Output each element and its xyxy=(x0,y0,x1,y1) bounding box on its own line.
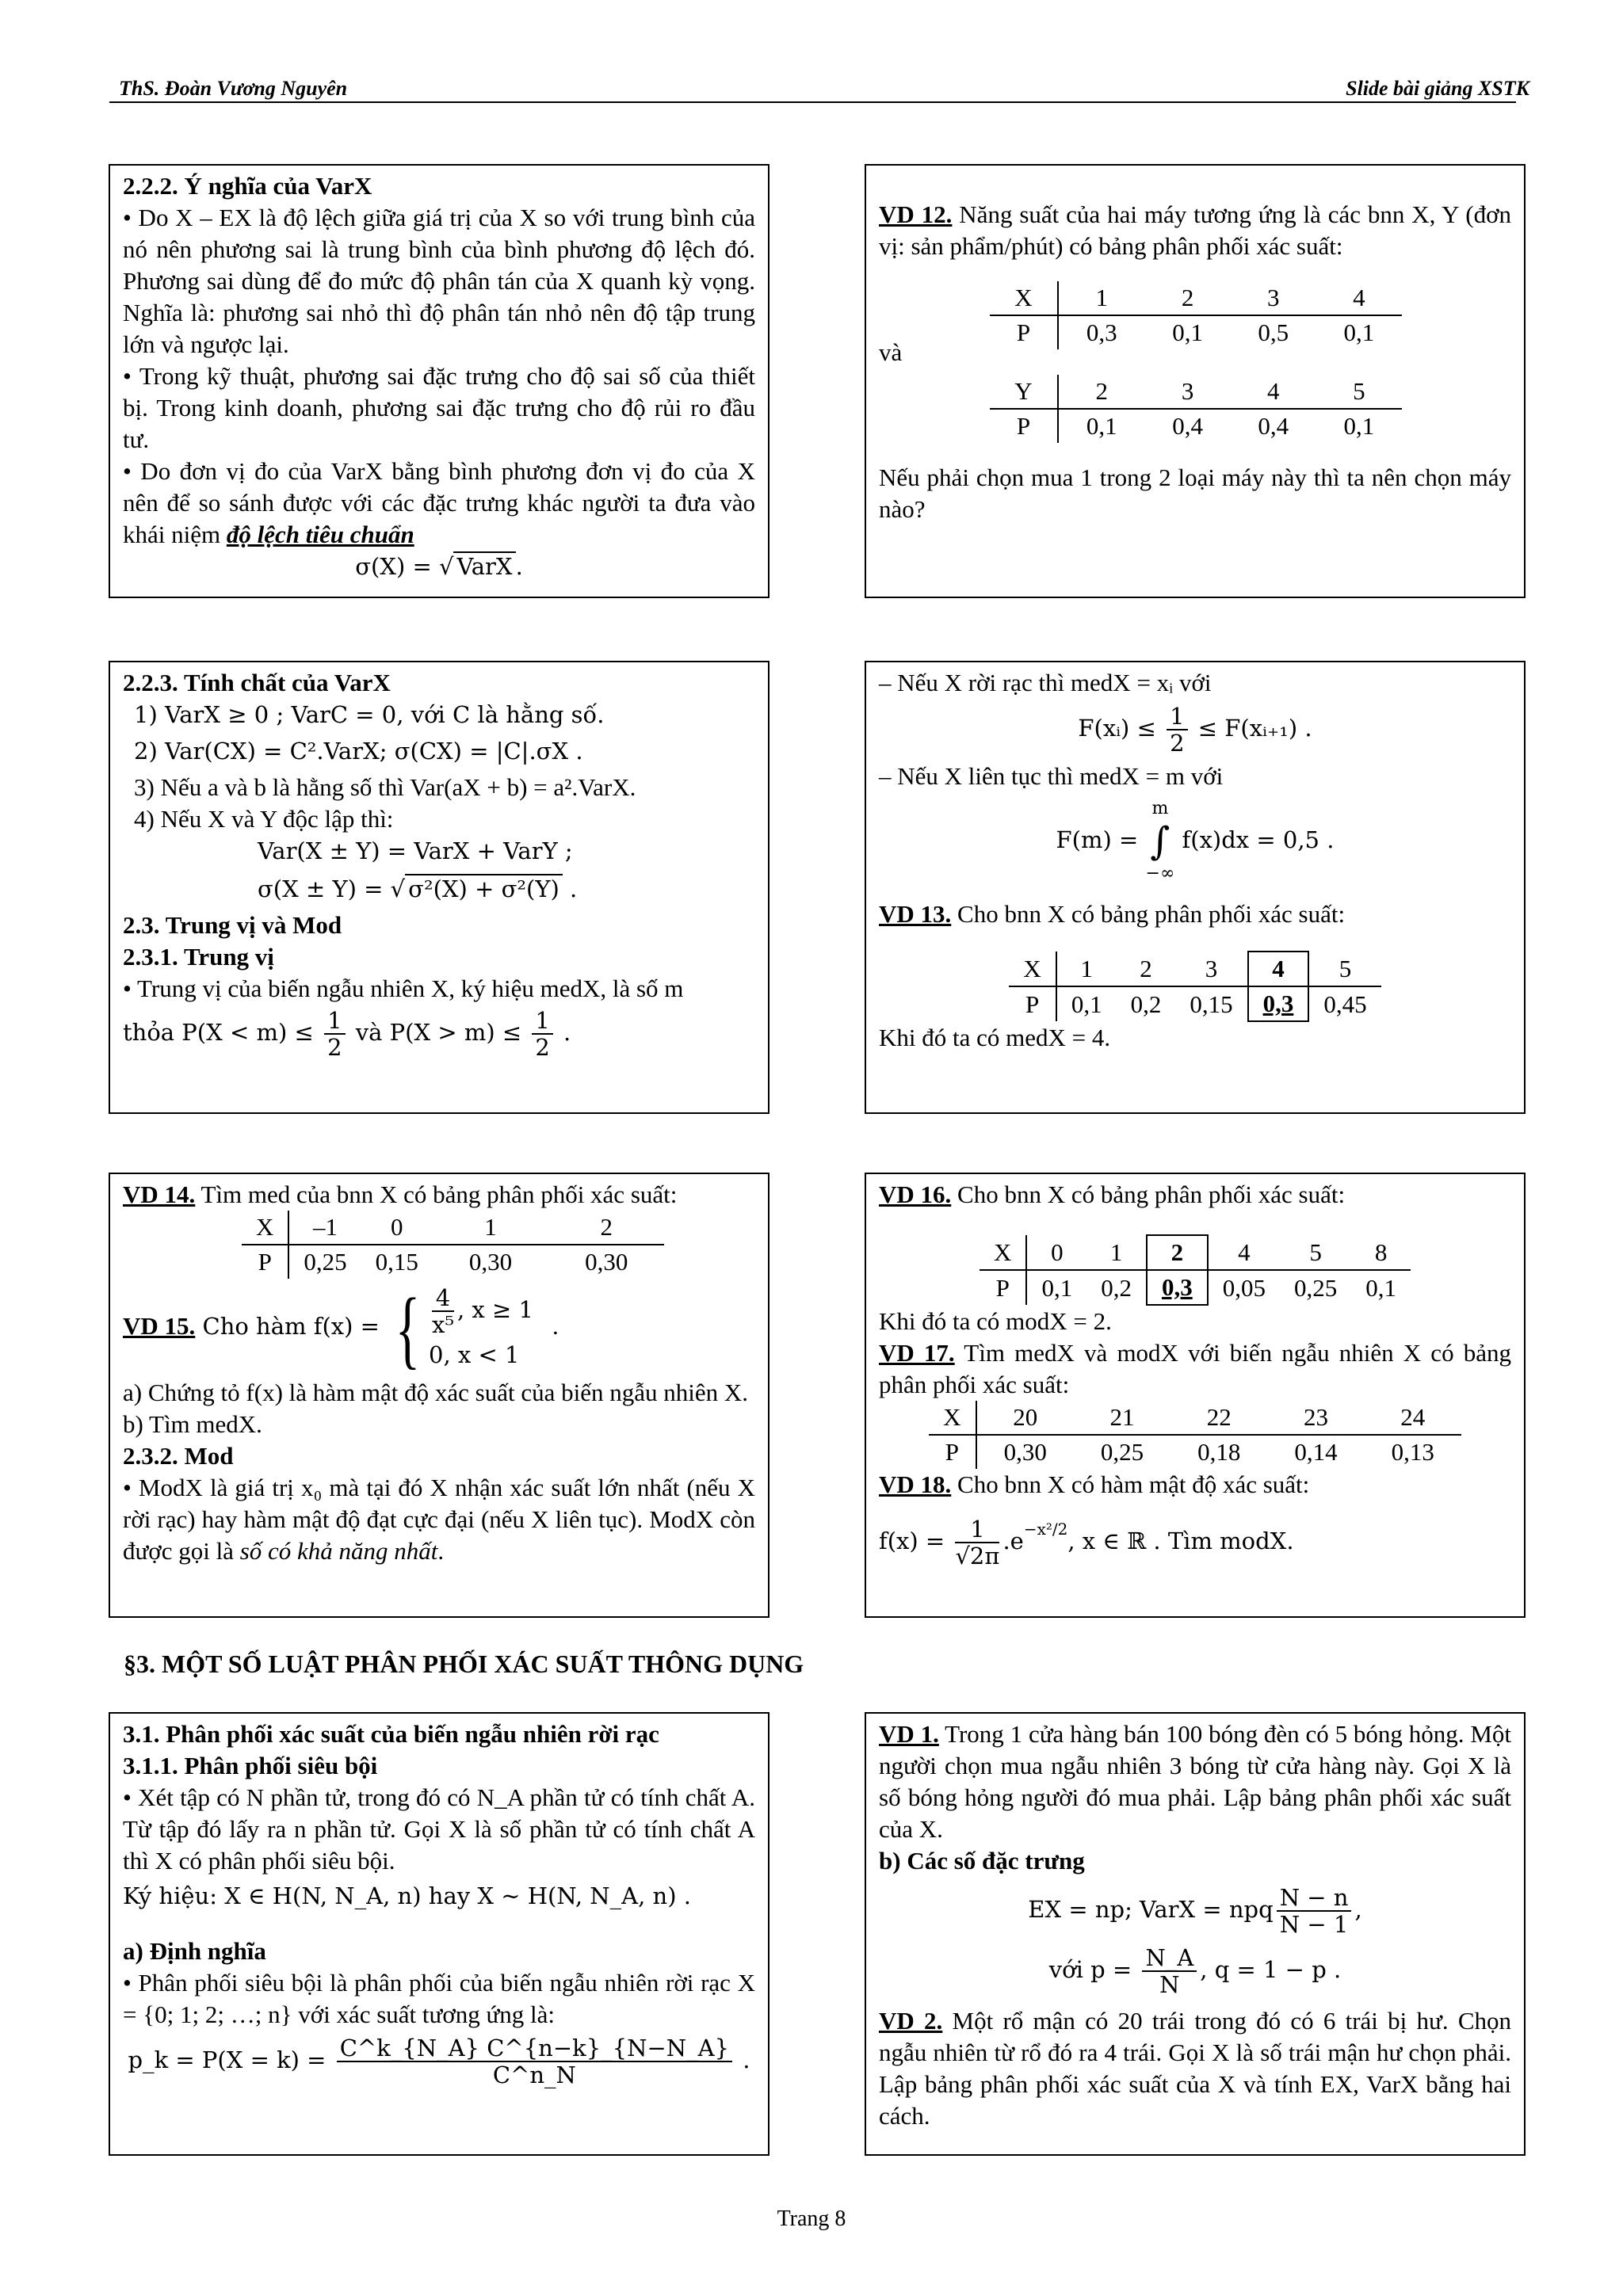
brace: { xyxy=(395,1280,421,1377)
table-cell: 0,1 xyxy=(1343,412,1375,440)
example-label: VD 2. xyxy=(879,2007,943,2035)
subsection-title: 2.3.1. Trung vị xyxy=(123,943,274,971)
formula-var-sum: Var(X ± Y) = VarX + VarY ; xyxy=(258,837,573,864)
table-cell: 0,1 xyxy=(1071,990,1102,1018)
box-example-14-15 xyxy=(109,1173,769,1618)
fraction xyxy=(532,1008,552,1060)
formula-part: F(m) = xyxy=(1056,826,1146,853)
formula-part: , xyxy=(1354,1896,1362,1923)
denominator: N − 1 xyxy=(1279,1911,1349,1938)
paragraph: – Nếu X liên tục thì medX = m với xyxy=(879,762,1224,790)
table-vd13 xyxy=(1009,951,1381,1022)
formula-part: . xyxy=(552,1312,559,1341)
subsection-title: 3.1.1. Phân phối siêu bội xyxy=(123,1752,378,1779)
section-title: 2.2.3. Tính chất của VarX xyxy=(123,669,391,696)
section-title: 3.1. Phân phối xác suất của biến ngẫu nhiên rời rạc xyxy=(123,1720,659,1748)
box-variance-meaning xyxy=(109,164,769,598)
table-header: P xyxy=(980,1270,1026,1305)
table-cell: 0,18 xyxy=(1197,1438,1241,1466)
section-title: 2.2.2. Ý nghĩa của VarX xyxy=(123,172,372,200)
page-number: Trang 8 xyxy=(777,2206,846,2231)
paragraph: – Nếu X rời rạc thì medX = xᵢ với xyxy=(879,669,1212,696)
table-cell: 0,25 xyxy=(1293,1273,1338,1302)
table-header: X xyxy=(980,1235,1026,1270)
table-cell: 20 xyxy=(976,1401,1074,1435)
table-cell: 0,1 xyxy=(1172,318,1203,346)
example-label: VD 14. xyxy=(123,1180,196,1208)
case-1 xyxy=(429,1285,533,1337)
table-vd14 xyxy=(242,1211,664,1279)
table-cell: 0 xyxy=(361,1211,433,1245)
header-title: Slide bài giảng XSTK xyxy=(1346,77,1529,100)
vd15-definition xyxy=(123,1280,755,1377)
table-cell: 0,1 xyxy=(1365,1273,1396,1302)
table-cell: –1 xyxy=(288,1211,361,1245)
example-text: Năng suất của hai máy tương ứng là các bnn X, Y (đơn vị: sản phẩm/phút) có bảng phân phối xác suất: xyxy=(879,200,1512,260)
table-cell: 3 xyxy=(1231,281,1316,315)
formula-sigma-sum xyxy=(123,873,755,905)
formula-part: f(x)dx = 0,5 . xyxy=(1174,826,1335,853)
formula-p xyxy=(879,1945,1511,1997)
example-text: Cho bnn X có bảng phân phối xác suất: xyxy=(951,1180,1346,1208)
paragraph xyxy=(879,1179,1511,1211)
formula-ex-var xyxy=(879,1885,1511,1937)
table-header: P xyxy=(990,409,1058,443)
notation: Ký hiệu: X ∈ H(N, N_A, n) hay X ~ H(N, N_A, n) . xyxy=(123,1882,691,1909)
fraction xyxy=(1277,1885,1352,1937)
table-cell: 1 xyxy=(433,1211,548,1245)
table-cell: 2 xyxy=(1058,375,1145,409)
header-author: ThS. Đoàn Vương Nguyên xyxy=(119,77,348,100)
denominator: N xyxy=(1159,1971,1180,1998)
example-label: VD 12. xyxy=(879,200,953,228)
paragraph-text: . xyxy=(437,1537,445,1565)
denominator: C^n_N xyxy=(492,2061,576,2088)
numerator: 1 xyxy=(955,1516,999,1543)
table-cell: 8 xyxy=(1351,1235,1411,1270)
paragraph: • Xét tập có N phần tử, trong đó có N_A phần tử có tính chất A. Từ tập đó lấy ra n phần tử. Gọi X là số phần tử có tính chất A thì X có phân phối siêu bội. xyxy=(123,1783,755,1875)
table-cell: 5 xyxy=(1280,1235,1351,1270)
formula-part: p_k = P(X = k) = xyxy=(128,2046,334,2073)
table-header: X xyxy=(929,1401,976,1435)
paragraph xyxy=(123,456,755,551)
numerator: N_A xyxy=(1142,1945,1197,1972)
table-header: P xyxy=(990,315,1058,349)
denominator: 2 xyxy=(1170,730,1185,757)
example-text: Tìm medX và modX với biến ngẫu nhiên X có bảng phân phối xác suất: xyxy=(879,1339,1511,1398)
formula-part: σ(X ± Y) = √ xyxy=(258,875,406,902)
table-cell: 0,3 xyxy=(1086,318,1117,346)
formula-part: với p = xyxy=(1048,1956,1140,1983)
table-cell: 0,4 xyxy=(1258,412,1289,440)
subsection-title: b) Các số đặc trưng xyxy=(879,1847,1085,1875)
table-header: X xyxy=(1009,952,1056,986)
formula-part: . xyxy=(562,875,578,902)
paragraph xyxy=(879,898,1511,930)
table-vd16 xyxy=(980,1234,1411,1306)
numerator: 4 xyxy=(432,1285,454,1312)
table-cell: 4 xyxy=(1208,1235,1280,1270)
formula-part: , q = 1 − p . xyxy=(1200,1956,1342,1983)
table-x xyxy=(990,281,1402,349)
table-cell: 0,13 xyxy=(1391,1438,1434,1466)
formula-part: thỏa P(X < m) ≤ xyxy=(123,1019,322,1046)
table-cell: 0,15 xyxy=(1190,990,1233,1018)
median-condition xyxy=(123,1008,755,1060)
table-cell: 2 xyxy=(548,1211,664,1245)
table-header: X xyxy=(242,1211,288,1245)
paragraph xyxy=(879,2005,1511,2132)
integral xyxy=(1146,795,1175,887)
table-cell: 0,2 xyxy=(1101,1273,1132,1302)
table-cell: 0,30 xyxy=(468,1248,513,1276)
box-hypergeometric xyxy=(109,1712,769,2156)
property-1: 1) VarX ≥ 0 ; VarC = 0, với C là hằng số. xyxy=(134,701,605,728)
formula-part: . xyxy=(735,2046,750,2073)
fraction xyxy=(432,1285,454,1337)
tables-wrap xyxy=(879,281,1511,440)
table-cell: 23 xyxy=(1267,1401,1364,1435)
integral-lower: −∞ xyxy=(1145,864,1175,883)
table-header: P xyxy=(242,1245,288,1279)
table-cell: 0 xyxy=(1026,1235,1086,1270)
formula-part: .e xyxy=(1002,1527,1024,1554)
box-example-1-2 xyxy=(865,1712,1526,2156)
table-cell: 1 xyxy=(1058,281,1145,315)
formula-radicand: σ²(X) + σ²(Y) xyxy=(405,874,563,902)
example-label: VD 1. xyxy=(879,1720,939,1748)
formula-std xyxy=(123,551,755,582)
exponent: −x²/2 xyxy=(1023,1520,1068,1539)
numerator: C^k_{N_A} C^{n−k}_{N−N_A} xyxy=(337,2035,732,2062)
table-cell: 24 xyxy=(1365,1401,1461,1435)
table-cell: 0,30 xyxy=(1003,1438,1047,1466)
paragraph: • Phân phối siêu bội là phân phối của biến ngẫu nhiên rời rạc X = {0; 1; 2; …; n} với xác suất tương ứng là: xyxy=(123,1969,755,2028)
numerator: N − n xyxy=(1277,1885,1352,1912)
table-cell: 4 xyxy=(1231,375,1316,409)
table-cell: 0,4 xyxy=(1172,412,1203,440)
table-cell: 5 xyxy=(1308,952,1381,986)
table-header: P xyxy=(929,1435,976,1469)
and-text: và xyxy=(879,338,903,366)
example-label: VD 15. xyxy=(123,1312,196,1341)
paragraph xyxy=(123,1472,755,1567)
table-cell: 3 xyxy=(1175,952,1247,986)
table-cell: 1 xyxy=(1086,1235,1147,1270)
table-cell-highlight: 0,3 xyxy=(1147,1270,1208,1305)
table-y xyxy=(990,375,1402,443)
subsection-title: 2.3.2. Mod xyxy=(123,1442,234,1470)
table-cell: 0,2 xyxy=(1130,990,1162,1018)
paragraph-text: • ModX là giá trị x₀ mà tại đó X nhận xác suất lớn nhất (nếu X rời rạc) hay hàm mật độ đạt cực đại (nếu X liên tục). ModX còn được gọi là xyxy=(123,1474,755,1565)
property-2: 2) Var(CX) = C².VarX; σ(CX) = |C|.σX . xyxy=(134,738,583,765)
formula-continuous xyxy=(879,795,1511,887)
emphasis: số có khả năng nhất xyxy=(239,1537,438,1565)
table-cell-highlight: 2 xyxy=(1147,1235,1208,1270)
property-4: 4) Nếu X và Y độc lập thì: xyxy=(134,805,394,833)
numerator: 1 xyxy=(324,1008,345,1035)
table-cell: 0,1 xyxy=(1343,318,1375,346)
paragraph-text: • Do đơn vị đo của VarX bằng bình phương đơn vị đo của X nên để so sánh được với các đặc trưng khác người ta đưa vào khái niệm xyxy=(123,457,755,548)
table-cell: 4 xyxy=(1316,281,1402,315)
question-b: b) Tìm medX. xyxy=(123,1410,262,1438)
formula-part: ≤ F(xᵢ₊₁) . xyxy=(1190,715,1312,742)
table-cell: 0,1 xyxy=(1041,1273,1073,1302)
formula-part: và P(X > m) ≤ xyxy=(348,1019,529,1046)
formula-part: f(x) = xyxy=(879,1527,953,1554)
result: Khi đó ta có medX = 4. xyxy=(879,1024,1111,1051)
subsection-title: a) Định nghĩa xyxy=(123,1937,266,1965)
table-cell: 0,14 xyxy=(1294,1438,1338,1466)
table-cell: 0,45 xyxy=(1323,990,1367,1018)
formula-pk xyxy=(123,2035,755,2088)
example-text: Cho bnn X có bảng phân phối xác suất: xyxy=(951,900,1346,928)
property-3: 3) Nếu a và b là hằng số thì Var(aX + b) = a².VarX. xyxy=(134,773,636,801)
integral-sign: ∫ xyxy=(1150,819,1170,864)
paragraph xyxy=(879,1337,1511,1401)
formula-part: F(xᵢ) ≤ xyxy=(1078,715,1164,742)
table-cell: 2 xyxy=(1117,952,1176,986)
section-title: 2.3. Trung vị và Mod xyxy=(123,911,342,939)
example-text: Tìm med của bnn X có bảng phân phối xác suất: xyxy=(195,1180,678,1208)
table-header: Y xyxy=(990,375,1058,409)
formula-part: σ(X) = √ xyxy=(355,553,454,580)
example-text: Một rổ mận có 20 trái trong đó có 6 trái bị hư. Chọn ngẫu nhiên từ rổ đó ra 4 trái. Gọi X là số trái mận hư chọn phải. Lập bảng phân phối xác suất của X và tính EX, VarX bằng hai cách. xyxy=(879,2007,1511,2130)
paragraph xyxy=(879,1718,1511,1845)
question-a: a) Chứng tỏ f(x) là hàm mật độ xác suất của biến ngẫu nhiên X. xyxy=(123,1379,748,1406)
question: Nếu phải chọn mua 1 trong 2 loại máy này thì ta nên chọn máy nào? xyxy=(879,463,1511,523)
numerator: 1 xyxy=(1167,704,1187,730)
table-cell: 0,25 xyxy=(304,1248,347,1276)
section-3-heading: §3. MỘT SỐ LUẬT PHÂN PHỐI XÁC SUẤT THÔNG DỤNG xyxy=(124,1650,804,1678)
fraction xyxy=(1142,1945,1197,1997)
denominator: x⁵ xyxy=(432,1311,454,1338)
table-cell: 22 xyxy=(1170,1401,1267,1435)
table-cell: 21 xyxy=(1074,1401,1170,1435)
example-label: VD 18. xyxy=(879,1470,952,1498)
example-label: VD 17. xyxy=(879,1339,955,1367)
formula-discrete xyxy=(879,704,1511,756)
integral-upper: m xyxy=(1151,799,1169,818)
example-label: VD 13. xyxy=(879,900,952,928)
paragraph xyxy=(123,1179,755,1211)
header-divider xyxy=(109,101,1516,103)
paragraph: • Trung vị của biến ngẫu nhiên X, ký hiệu medX, là số m xyxy=(123,974,684,1002)
fraction xyxy=(1167,704,1187,756)
table-vd17 xyxy=(929,1401,1461,1469)
formula-part: . xyxy=(515,553,523,580)
emphasis: độ lệch tiêu chuẩn xyxy=(226,521,414,548)
box-example-16-18 xyxy=(865,1173,1526,1618)
formula-part: , x ∈ ℝ . Tìm modX. xyxy=(1067,1527,1294,1554)
table-cell: 3 xyxy=(1145,375,1231,409)
table-cell-highlight: 0,3 xyxy=(1248,986,1309,1021)
table-cell: 1 xyxy=(1056,952,1117,986)
case-condition: , x ≥ 1 xyxy=(456,1296,533,1323)
table-header: X xyxy=(990,281,1058,315)
formula-part: . xyxy=(556,1019,571,1046)
formula-normal-density xyxy=(879,1513,1511,1569)
table-cell: 2 xyxy=(1145,281,1231,315)
table-cell: 0,5 xyxy=(1258,318,1289,346)
formula-part: Cho hàm f(x) = xyxy=(195,1313,388,1341)
table-cell: 0,15 xyxy=(375,1248,418,1276)
paragraph xyxy=(879,1469,1511,1501)
table-cell: 0,30 xyxy=(585,1248,628,1276)
numerator: 1 xyxy=(532,1008,552,1035)
denominator: 2 xyxy=(535,1034,550,1061)
table-cell-highlight: 4 xyxy=(1248,952,1309,986)
fraction xyxy=(955,1516,999,1569)
denominator: 2 xyxy=(327,1034,342,1061)
fraction xyxy=(337,2035,732,2088)
example-label: VD 16. xyxy=(879,1180,952,1208)
box-example-12 xyxy=(865,164,1526,598)
box-median-definition xyxy=(865,661,1526,1114)
example-text: Cho bnn X có hàm mật độ xác suất: xyxy=(951,1470,1310,1498)
paragraph xyxy=(879,199,1511,262)
formula-part: EX = np; VarX = npq xyxy=(1028,1896,1274,1923)
table-cell: 0,25 xyxy=(1100,1438,1144,1466)
paragraph: • Trong kỹ thuật, phương sai đặc trưng cho độ sai số của thiết bị. Trong kinh doanh, phương sai đặc trưng cho độ rủi ro đầu tư. xyxy=(123,362,755,453)
paragraph: • Do X – EX là độ lệch giữa giá trị của X so với trung bình của nó nên phương sai là trung bình của bình phương độ lệch đó. Phương sai dùng để đo mức độ phân tán của X quanh kỳ vọng. Nghĩa là: phương sai nhỏ thì độ phân tán nhỏ nên độ tập trung lớn và ngược lại. xyxy=(123,204,755,358)
table-cell: 0,1 xyxy=(1086,412,1117,440)
box-variance-properties xyxy=(109,661,769,1114)
denominator: √2π xyxy=(955,1543,1000,1569)
piecewise-cases xyxy=(429,1285,533,1372)
result: Khi đó ta có modX = 2. xyxy=(879,1307,1112,1335)
table-cell: 0,05 xyxy=(1222,1273,1266,1302)
table-cell: 5 xyxy=(1316,375,1402,409)
example-text: Trong 1 cửa hàng bán 100 bóng đèn có 5 bóng hỏng. Một người chọn mua ngẫu nhiên 3 bóng từ cửa hàng này. Gọi X là số bóng hỏng người đó mua phải. Lập bảng phân phối xác suất của X. xyxy=(879,1720,1511,1843)
table-header: P xyxy=(1009,986,1056,1021)
case-2: 0, x < 1 xyxy=(429,1341,520,1368)
formula-radicand: VarX xyxy=(453,551,515,580)
fraction xyxy=(324,1008,345,1060)
